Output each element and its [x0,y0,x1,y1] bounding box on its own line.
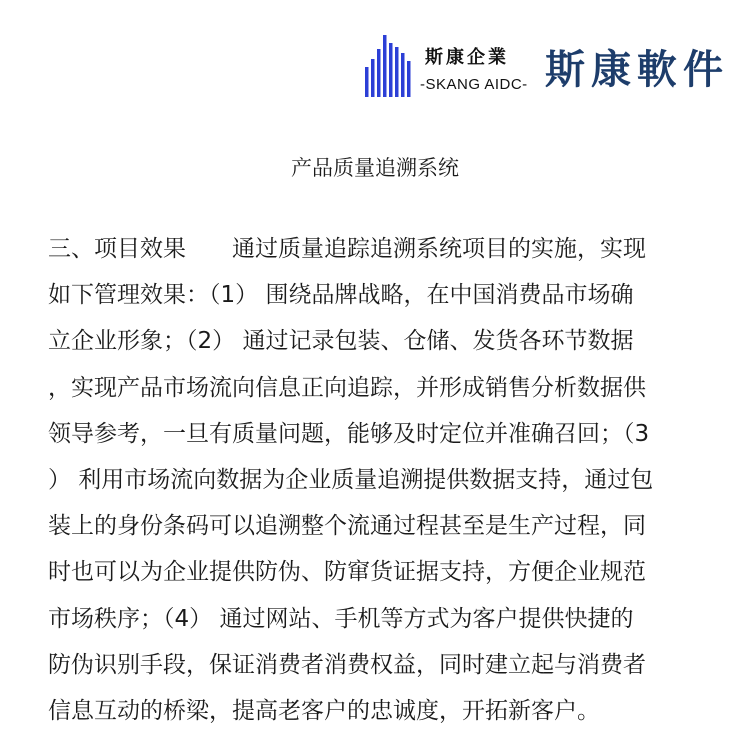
paragraph-line: 立企业形象；（2） 通过记录包装、仓储、发货各环节数据 [48,328,634,355]
paragraph-line: ，实现产品市场流向信息正向追踪，并形成销售分析数据供 [48,374,646,401]
document-body [48,234,653,742]
paragraph-line: 防伪识别手段，保证消费者消费权益，同时建立起与消费者 [48,651,646,678]
company-name-cn: 斯康企業 [425,47,509,68]
paragraph-line: 三、项目效果 通过质量追踪追溯系统项目的实施，实现 [48,236,646,262]
header [0,0,750,110]
paragraph-line: 装上的身份条码可以追溯整个流通过程甚至是生产过程，同 [48,513,646,540]
paragraph-line: 市场秩序；（4） 通过网站、手机等方式为客户提供快捷的 [48,605,634,632]
paragraph-line: ） 利用市场流向数据为企业质量追溯提供数据支持，通过包 [48,466,654,493]
page-title: 产品质量追溯系统 [291,156,459,180]
brand-name: 斯康軟件 [545,46,729,93]
paragraph-line: 如下管理效果：（1） 围绕品牌战略，在中国消费品市场确 [48,282,634,309]
paragraph-line: 时也可以为企业提供防伪、防窜货证据支持，方便企业规范 [48,559,646,586]
paragraph-line: 信息互动的桥梁，提高老客户的忠诚度，开拓新客户。 [48,697,600,724]
paragraph-line: 领导参考，一旦有质量问题，能够及时定位并准确召回；（3 [48,420,650,447]
bar-chart-logo-icon [365,35,415,97]
company-name-en: -SKANG AIDC- [420,76,528,93]
